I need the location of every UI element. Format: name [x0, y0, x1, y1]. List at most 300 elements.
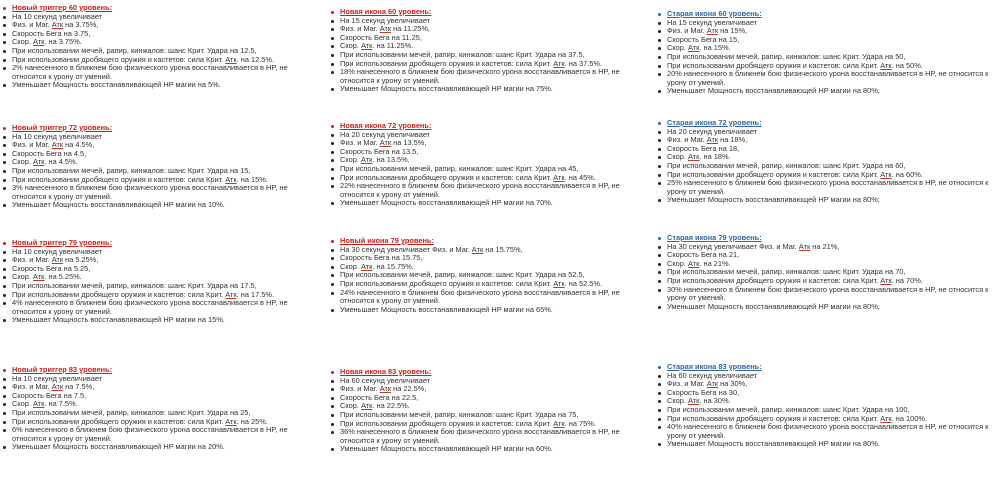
bullet-icon — [331, 202, 334, 205]
bullet-icon — [3, 369, 6, 372]
line-text: Скорость Бега на 3.75, — [12, 28, 91, 38]
line-text: На 30 секунд увеличивает Физ. и Маг. — [340, 244, 472, 254]
atk-term: Атк — [687, 258, 700, 268]
line-text: на 30%, — [718, 379, 748, 389]
bullet-icon — [3, 67, 6, 70]
bullet-icon — [3, 204, 6, 207]
bullet-icon — [3, 144, 6, 147]
bullet-icon — [658, 306, 661, 309]
line-text: на 21%, — [810, 241, 840, 251]
atk-term: Атк — [880, 275, 892, 285]
bullet-icon — [658, 13, 661, 16]
line-text: . на 100%. — [891, 413, 927, 423]
bullet-icon — [3, 302, 6, 305]
line-text: Скорость Бега на 30, — [667, 387, 740, 397]
bullet-icon — [658, 409, 661, 412]
list-item — [2, 201, 324, 210]
line-list — [330, 377, 648, 454]
bullet-icon — [3, 386, 6, 389]
bullet-icon — [3, 294, 6, 297]
bullet-icon — [3, 268, 6, 271]
atk-term: Атк — [51, 20, 64, 30]
section-heading: Старая икона 79 уровень: — [657, 234, 997, 243]
bullet-icon — [331, 431, 334, 434]
bullet-icon — [3, 7, 6, 10]
line-text: . на 15%. — [236, 174, 268, 184]
bullet-icon — [3, 421, 6, 424]
line-text: Скор. — [12, 157, 33, 167]
list-item — [657, 70, 997, 87]
atk-term: Атк — [360, 401, 373, 411]
line-text: Скорость Бега на 11.25, — [340, 32, 422, 42]
bullet-icon — [3, 378, 6, 381]
bullet-icon — [3, 242, 6, 245]
old-icon-block — [657, 10, 997, 96]
line-list — [657, 372, 997, 449]
line-text: на 3.75%, — [63, 20, 99, 30]
line-text: При использовании дробящего оружия и кастетов: сила Крит. — [12, 416, 226, 426]
bullet-icon — [658, 383, 661, 386]
bullet-icon — [331, 142, 334, 145]
line-text: Физ. и Маг. — [12, 382, 52, 392]
list-item — [2, 81, 324, 90]
line-text: на 4.5%, — [63, 140, 95, 150]
atk-term: Атк — [32, 37, 45, 47]
line-text: Скор. — [340, 261, 361, 271]
line-text: Скорость Бега на 22.5, — [340, 392, 419, 402]
line-text: На 10 секунд увеличивает — [12, 246, 103, 256]
line-list — [330, 17, 648, 94]
line-text: Физ. и Маг. — [667, 26, 707, 36]
list-item — [330, 306, 648, 315]
line-text: Скор. — [667, 258, 688, 268]
list-item — [657, 179, 997, 196]
line-text: При использовании дробящего оружия и кастетов: сила Крит. — [667, 169, 881, 179]
line-text: Скор. — [12, 399, 33, 409]
bullet-icon — [658, 139, 661, 142]
bullet-icon — [331, 37, 334, 40]
bullet-icon — [331, 448, 334, 451]
bullet-icon — [3, 153, 6, 156]
list-item — [330, 289, 648, 306]
bullet-icon — [3, 285, 6, 288]
list-item — [2, 299, 324, 316]
bullet-icon — [331, 125, 334, 128]
line-text: При использовании мечей, рапир, кинжалов: шанс Крит. Удара на 70, — [667, 267, 906, 277]
atk-term: Атк — [706, 135, 719, 145]
line-text: 4% нанесенного в ближнем бою физического урона восстанавливается в HP, не относится к урону от умений. — [12, 298, 288, 316]
atk-term: Атк — [379, 138, 392, 148]
bullet-icon — [658, 263, 661, 266]
line-text: Физ. и Маг. — [340, 384, 380, 394]
bullet-icon — [658, 366, 661, 369]
line-text: 24% нанесенного в ближнем бою физического урона восстанавливается в HP, не относится к урону от умений. — [340, 287, 620, 306]
bullet-icon — [3, 16, 6, 19]
line-list — [657, 243, 997, 312]
list-item — [2, 316, 324, 325]
line-text: Уменьшает Мощность восстанавливающей HP магии на 5%. — [12, 80, 221, 90]
bullet-icon — [331, 388, 334, 391]
bullet-icon — [331, 257, 334, 260]
line-text: При использовании дробящего оружия и кастетов: сила Крит. — [340, 172, 554, 182]
line-text: На 10 секунд увеличивает — [12, 131, 103, 141]
bullet-icon — [3, 251, 6, 254]
line-text: На 10 секунд увеличивает — [12, 373, 103, 383]
bullet-icon — [3, 187, 6, 190]
line-text: . на 4.5%. — [44, 157, 78, 167]
new-icon-block — [330, 122, 648, 208]
bullet-icon — [331, 88, 334, 91]
bullet-icon — [658, 237, 661, 240]
section-heading: Новый триггер 60 уровень: — [2, 4, 324, 13]
atk-term: Атк — [706, 379, 719, 389]
line-text: Уменьшает Мощность восстанавливающей HP магии на 65%. — [340, 304, 553, 314]
old-icon-block — [657, 363, 997, 449]
bullet-icon — [3, 24, 6, 27]
line-text: На 20 секунд увеличивает — [667, 126, 758, 136]
line-text: . на 18%. — [699, 152, 731, 162]
atk-term: Атк — [225, 289, 237, 299]
line-text: Уменьшает Мощность восстанавливающей HP магии на 15%. — [12, 315, 225, 325]
column-trigger — [2, 0, 324, 486]
bullet-icon — [658, 289, 661, 292]
bullet-icon — [331, 54, 334, 57]
line-text: . на 50%. — [891, 60, 923, 70]
line-text: При использовании дробящего оружия и кастетов: сила Крит. — [340, 278, 554, 288]
trigger-block — [2, 239, 324, 325]
section-heading: Новая икона 83 уровень: — [330, 368, 648, 377]
line-list — [2, 133, 324, 210]
line-text: Скор. — [12, 37, 33, 47]
bullet-icon — [3, 259, 6, 262]
line-text: . на 60%. — [891, 169, 923, 179]
atk-term: Атк — [553, 278, 565, 288]
line-text: Физ. и Маг. — [667, 379, 707, 389]
line-text: При использовании мечей, рапир, кинжалов: шанс Крит. Удара на 15, — [12, 165, 251, 175]
line-text: На 10 секунд увеличивает — [12, 11, 103, 21]
line-text: Уменьшает Мощность восстанавливающей HP магии на 10%. — [12, 200, 225, 210]
line-text: . на 25%. — [236, 416, 268, 426]
bullet-icon — [331, 371, 334, 374]
atk-term: Атк — [880, 413, 892, 423]
line-text: . на 11.25%. — [372, 41, 414, 51]
atk-term: Атк — [225, 174, 237, 184]
line-text: Физ. и Маг. — [340, 138, 380, 148]
line-text: на 15.75%, — [483, 244, 523, 254]
line-text: На 15 секунд увеличивает — [667, 17, 758, 27]
line-text: 25% нанесенного в ближнем бою физического урона восстанавливается в HP, не относится к урону от умений. — [667, 178, 989, 196]
list-item — [657, 440, 997, 449]
bullet-icon — [658, 165, 661, 168]
line-text: . на 75%. — [564, 418, 596, 428]
atk-term: Атк — [553, 172, 565, 182]
new-icon-block — [330, 8, 648, 94]
bullet-icon — [658, 56, 661, 59]
bullet-icon — [658, 254, 661, 257]
section-heading: Новый икона 79 уровень: — [330, 237, 648, 246]
bullet-icon — [331, 283, 334, 286]
section-heading: Новая икона 72 уровень: — [330, 122, 648, 131]
line-text: При использовании дробящего оружия и кастетов: сила Крит. — [12, 174, 226, 184]
atk-term: Атк — [687, 152, 700, 162]
bullet-icon — [658, 246, 661, 249]
bullet-icon — [331, 274, 334, 277]
bullet-icon — [3, 412, 6, 415]
line-list — [657, 19, 997, 96]
line-text: При использовании дробящего оружия и кастетов: сила Крит. — [340, 418, 554, 428]
line-text: на 13.5%, — [391, 138, 427, 148]
trigger-block — [2, 4, 324, 90]
bullet-icon — [331, 405, 334, 408]
line-text: 20% нанесенного в ближнем бою физического урона восстанавливается в HP, не относится к урону от умений. — [667, 69, 989, 87]
line-text: Скор. — [667, 152, 688, 162]
line-text: Физ. и Маг. — [12, 140, 52, 150]
bullet-icon — [658, 39, 661, 42]
list-item — [657, 423, 997, 440]
section-heading: Новый триггер 79 уровень: — [2, 239, 324, 248]
line-text: Скор. — [340, 41, 361, 51]
line-text: Скор. — [340, 401, 361, 411]
atk-term: Атк — [687, 43, 700, 53]
bullet-icon — [3, 41, 6, 44]
bullet-icon — [331, 28, 334, 31]
atk-term: Атк — [798, 241, 811, 251]
atk-term: Атк — [32, 157, 45, 167]
bullet-icon — [3, 319, 6, 322]
bullet-icon — [658, 392, 661, 395]
atk-term: Атк — [553, 58, 565, 68]
section-heading: Старая икона 60 уровень: — [657, 10, 997, 19]
bullet-icon — [3, 136, 6, 139]
line-text: При использовании мечей, рапир, кинжалов: шанс Крит. Удара на 25, — [12, 407, 251, 417]
line-text: Скорость Бега на 15.75, — [340, 253, 423, 263]
line-text: Физ. и Маг. — [340, 24, 380, 34]
line-list — [2, 375, 324, 452]
atk-term: Атк — [687, 396, 700, 406]
list-item — [2, 443, 324, 452]
line-text: . на 3.75%. — [44, 37, 82, 47]
line-text: Скор. — [340, 155, 361, 165]
bullet-icon — [658, 122, 661, 125]
bullet-icon — [658, 271, 661, 274]
line-text: Уменьшает Мощность восстанавливающей HP магии на 80%; — [667, 301, 880, 311]
line-text: При использовании мечей, рапир, кинжалов: шанс Крит. Удара на 45, — [340, 163, 579, 173]
line-text: При использовании мечей, рапир, кинжалов: шанс Крит. Удара на 50, — [667, 51, 906, 61]
line-text: 18% нанесенного в ближнем бою физического урона восстанавливается в HP, не относится к урону от умений. — [340, 67, 620, 85]
column-new-icon — [330, 0, 648, 486]
bullet-icon — [331, 71, 334, 74]
atk-term: Атк — [880, 169, 892, 179]
line-text: Уменьшает Мощность восстанавливающей HP магии на 80%; — [667, 195, 880, 205]
atk-term: Атк — [360, 155, 373, 165]
bullet-icon — [658, 148, 661, 151]
line-text: 30% нанесенного в ближнем бою физического урона восстанавливается в HP, не относится к урону от умений. — [667, 284, 989, 303]
line-list — [330, 246, 648, 315]
line-text: . на 37.5%. — [564, 58, 603, 68]
bullet-icon — [658, 90, 661, 93]
bullet-icon — [3, 170, 6, 173]
bullet-icon — [331, 266, 334, 269]
line-text: . на 52.5%. — [564, 278, 603, 288]
bullet-icon — [3, 84, 6, 87]
line-text: . на 45%. — [564, 172, 596, 182]
bullet-icon — [658, 443, 661, 446]
section-heading: Старая икона 83 уровень: — [657, 363, 997, 372]
list-item — [330, 199, 648, 208]
line-text: . на 5.25%. — [44, 272, 82, 282]
bullet-icon — [658, 400, 661, 403]
bullet-icon — [331, 177, 334, 180]
atk-term: Атк — [471, 244, 484, 254]
atk-term: Атк — [379, 24, 392, 34]
line-text: на 18%, — [718, 135, 748, 145]
bullet-icon — [3, 127, 6, 130]
atk-term: Атк — [880, 60, 892, 70]
old-icon-block — [657, 119, 997, 205]
bullet-icon — [3, 161, 6, 164]
line-text: При использовании дробящего оружия и кастетов: сила Крит. — [340, 58, 554, 68]
old-icon-block — [657, 234, 997, 311]
bullet-icon — [3, 59, 6, 62]
list-item — [330, 428, 648, 445]
line-text: На 20 секунд увеличивает — [340, 129, 431, 139]
bullet-icon — [658, 156, 661, 159]
bullet-icon — [331, 423, 334, 426]
trigger-block — [2, 366, 324, 452]
atk-term: Атк — [225, 54, 237, 64]
line-text: При использовании мечей, рапир, кинжалов: шанс Крит. Удара на 60, — [667, 160, 906, 170]
line-text: Скорость Бега на 13.5, — [340, 146, 419, 156]
atk-term: Атк — [32, 399, 45, 409]
bullet-icon — [331, 134, 334, 137]
list-item — [330, 85, 648, 94]
line-text: . на 22.5%. — [372, 401, 410, 411]
atk-term: Атк — [553, 418, 565, 428]
line-text: При использовании дробящего оружия и кастетов: сила Крит. — [12, 289, 226, 299]
line-text: Уменьшает Мощность восстанавливающей HP магии на 70%. — [340, 198, 553, 208]
line-text: При использовании мечей, рапир, кинжалов: шанс Крит. Удара на 52.5, — [340, 270, 585, 280]
line-text: . на 12.5%. — [236, 54, 275, 64]
line-text: 2% нанесенного в ближнем бою физического урона восстанавливается в HP, не относится к урону от умений. — [12, 63, 288, 81]
line-text: Скорость Бега на 21, — [667, 250, 740, 260]
section-heading: Новый триггер 83 уровень: — [2, 366, 324, 375]
line-text: Скорость Бега на 15, — [667, 34, 740, 44]
bullet-icon — [331, 168, 334, 171]
atk-term: Атк — [51, 140, 64, 150]
list-item — [657, 303, 997, 312]
line-text: Скор. — [667, 396, 688, 406]
line-text: на 15%, — [718, 26, 748, 36]
section-heading: Новая икона 60 уровень: — [330, 8, 648, 17]
bullet-icon — [658, 30, 661, 33]
bullet-icon — [3, 395, 6, 398]
line-text: При использовании мечей, рапир, кинжалов: шанс Крит. Удара на 17.5, — [12, 280, 257, 290]
line-text: . на 15.75%. — [372, 261, 414, 271]
line-text: . на 7.5%. — [44, 399, 78, 409]
list-item — [657, 286, 997, 303]
bullet-icon — [3, 429, 6, 432]
bullet-icon — [331, 414, 334, 417]
line-list — [2, 13, 324, 90]
line-text: Уменьшает Мощность восстанавливающей HP магии на 80%. — [667, 439, 880, 449]
bullet-icon — [331, 185, 334, 188]
bullet-icon — [658, 375, 661, 378]
bullet-icon — [3, 50, 6, 53]
line-text: Физ. и Маг. — [667, 135, 707, 145]
line-text: На 60 секунд увеличивает — [340, 375, 431, 385]
bullet-icon — [658, 418, 661, 421]
bullet-icon — [658, 199, 661, 202]
bullet-icon — [658, 65, 661, 68]
atk-term: Атк — [51, 255, 64, 265]
bullet-icon — [658, 280, 661, 283]
list-item — [330, 445, 648, 454]
bullet-icon — [658, 22, 661, 25]
bullet-icon — [331, 63, 334, 66]
bullet-icon — [331, 309, 334, 312]
bullet-icon — [331, 151, 334, 154]
line-text: Уменьшает Мощность восстанавливающей HP магии на 80%; — [667, 86, 880, 96]
bullet-icon — [3, 403, 6, 406]
bullet-icon — [3, 179, 6, 182]
trigger-block — [2, 124, 324, 210]
line-text: Скор. — [12, 272, 33, 282]
line-text: Физ. и Маг. — [12, 20, 52, 30]
list-item — [657, 196, 997, 205]
bullet-icon — [658, 182, 661, 185]
line-text: Уменьшает Мощность восстанавливающей HP магии на 75%. — [340, 84, 553, 94]
atk-term: Атк — [360, 41, 373, 51]
line-text: При использовании мечей, рапир, кинжалов: шанс Крит. Удара на 12.5, — [12, 45, 257, 55]
bullet-icon — [331, 11, 334, 14]
line-text: Скорость Бега на 5.25, — [12, 263, 91, 273]
atk-term: Атк — [225, 416, 237, 426]
line-text: На 15 секунд увеличивает — [340, 15, 431, 25]
bullet-icon — [658, 426, 661, 429]
line-text: . на 17.5%. — [236, 289, 275, 299]
bullet-icon — [331, 159, 334, 162]
new-icon-block — [330, 368, 648, 454]
new-icon-block — [330, 237, 648, 314]
bullet-icon — [331, 292, 334, 295]
bullet-icon — [331, 240, 334, 243]
atk-term: Атк — [360, 261, 373, 271]
bullet-icon — [658, 131, 661, 134]
list-item — [2, 64, 324, 81]
line-text: . на 13.5%. — [372, 155, 410, 165]
line-text: На 60 секунд увеличивает — [667, 370, 758, 380]
section-heading: Новый триггер 72 уровень: — [2, 124, 324, 133]
line-text: Скор. — [667, 43, 688, 53]
line-list — [2, 248, 324, 325]
line-text: При использовании дробящего оружия и кастетов: сила Крит. — [12, 54, 226, 64]
bullet-icon — [3, 276, 6, 279]
line-text: 6% нанесенного в ближнем бою физического урона восстанавливается в HP, не относится к урону от умений. — [12, 425, 288, 443]
line-text: . на 30%. — [699, 396, 731, 406]
list-item — [657, 87, 997, 96]
list-item — [2, 184, 324, 201]
line-text: На 30 секунд увеличивает Физ. и Маг. — [667, 241, 799, 251]
line-text: на 7.5%, — [63, 382, 95, 392]
line-text: 36% нанесенного в ближнем бою физического урона восстанавливается в HP, не относится к урону от умений. — [340, 427, 620, 445]
line-list — [330, 131, 648, 208]
list-item — [330, 182, 648, 199]
list-item — [2, 426, 324, 443]
line-text: Скорость Бега на 18, — [667, 143, 740, 153]
line-text: Скорость Бега на 4.5, — [12, 148, 87, 158]
atk-term: Атк — [51, 382, 64, 392]
bullet-icon — [331, 45, 334, 48]
